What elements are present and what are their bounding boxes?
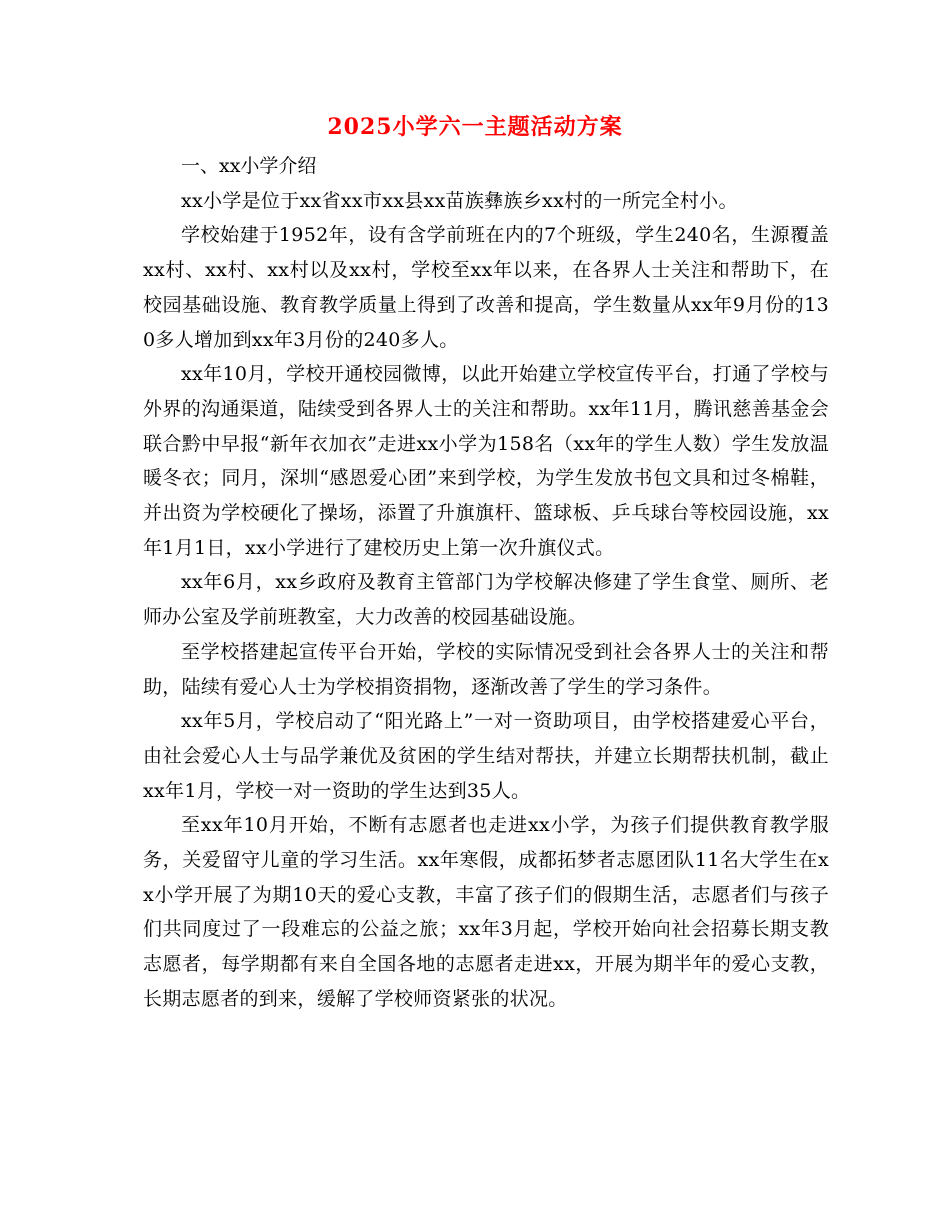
document-body — [143, 149, 829, 1017]
paragraph-volunteers: 至xx年10月开始，不断有志愿者也走进xx小学，为孩子们提供教育教学服务，关爱留守儿童的学习生活。xx年寒假，成都拓梦者志愿团队11名大学生在xx小学开展了为期10天的爱心支教，丰富了孩子们的假期生活，志愿者们与孩子们共同度过了一段难忘的公益之旅；xx年3月起，学校开始向社会招募长期支教志愿者，每学期都有来自全国各地的志愿者走进xx，开展为期半年的爱心支教，长期志愿者的到来，缓解了学校师资紧张的状况。 — [143, 814, 829, 1010]
paragraph-platform: 至学校搭建起宣传平台开始，学校的实际情况受到社会各界人士的关注和帮助，陆续有爱心人士为学校捐资捐物，逐渐改善了学生的学习条件。 — [143, 640, 829, 698]
paragraph-intro: xx小学是位于xx省xx市xx县xx苗族彝族乡xx村的一所完全村小。 — [181, 189, 738, 212]
paragraph-history: 学校始建于1952年，设有含学前班在内的7个班级，学生240名，生源覆盖xx村、xx村、xx村以及xx村，学校至xx年以来，在各界人士关注和帮助下，在校园基础设施、教育教学质量上得到了改善和提高，学生数量从xx年9月份的130多人增加到xx年3月份的240多人。 — [143, 224, 829, 351]
paragraph-facilities: xx年6月，xx乡政府及教育主管部门为学校解决修建了学生食堂、厕所、老师办公室及学前班教室，大力改善的校园基础设施。 — [143, 571, 829, 629]
paragraph-sponsorship: xx年5月，学校启动了“阳光路上”一对一资助项目，由学校搭建爱心平台，由社会爱心人士与品学兼优及贫困的学生结对帮扶，并建立长期帮扶机制，截止xx年1月，学校一对一资助的学生达到35人。 — [143, 710, 829, 802]
section-heading: 一、xx小学介绍 — [181, 155, 317, 177]
paragraph-weibo: xx年10月，学校开通校园微博，以此开始建立学校宣传平台，打通了学校与外界的沟通渠道，陆续受到各界人士的关注和帮助。xx年11月，腾讯慈善基金会联合黔中早报“新年衣加衣”走进xx小学为158名（xx年的学生人数）学生发放温暖冬衣；同月，深圳“感恩爱心团”来到学校，为学生发放书包文具和过冬棉鞋，并出资为学校硬化了操场，添置了升旗旗杆、篮球板、乒乓球台等校园设施，xx年1月1日，xx小学进行了建校历史上第一次升旗仪式。 — [143, 363, 829, 559]
document-title: 2025小学六一主题活动方案 — [327, 114, 623, 140]
